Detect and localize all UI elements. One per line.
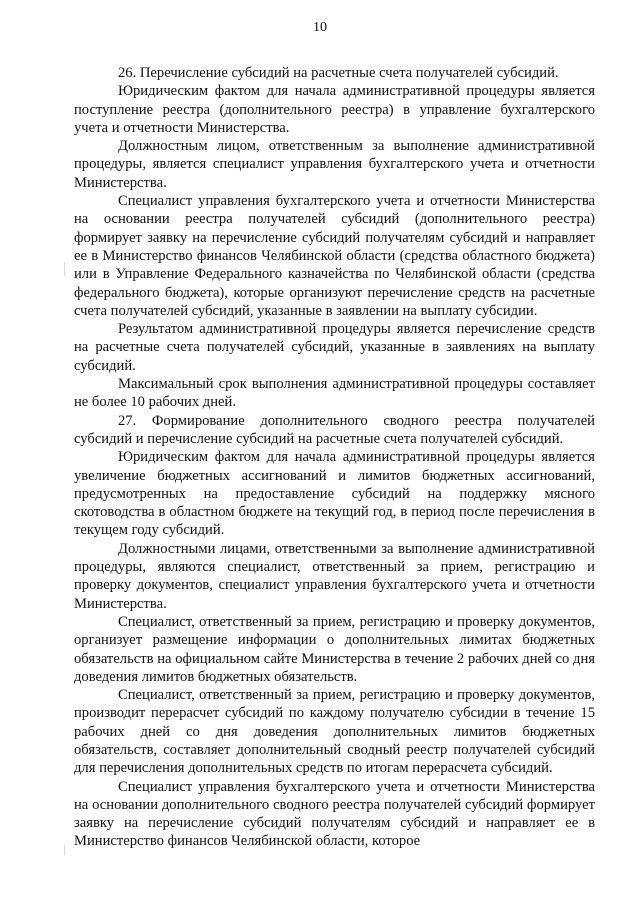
paragraph: Должностным лицом, ответственным за выполнение административной процедуры, является специалист управления бухгалтерского учета и отчетности Министерства. xyxy=(74,138,595,191)
paragraph: Результатом административной процедуры является перечисление средств на расчетные счета получателей субсидий, указанные в заявлениях на выплату субсидий. xyxy=(74,321,595,374)
paragraph: Специалист, ответственный за прием, регистрацию и проверку документов, производит перерасчет субсидий по каждому получателю субсидии в течение 15 рабочих дней со дня доведения дополнительных лимитов бюджетных обязательств, составляет дополнительный сводный реестр получателей субсидий для перечисления дополнительных средств по итогам перерасчета субсидий. xyxy=(74,687,595,777)
page-number: 10 xyxy=(313,20,327,35)
paragraph: Юридическим фактом для начала административной процедуры является поступление реестра (дополнительного реестра) в управление бухгалтерского учета и отчетности Министерства. xyxy=(74,83,595,136)
paragraph: Максимальный срок выполнения административной процедуры составляет не более 10 рабочих дней. xyxy=(74,376,595,411)
paragraph: Специалист управления бухгалтерского учета и отчетности Министерства на основании дополнительного сводного реестра получателей субсидий формирует заявку на перечисление субсидий получателям субсидий и направляет ее в Министерство финансов Челябинской области, которое xyxy=(74,778,595,850)
paragraph: Специалист управления бухгалтерского учета и отчетности Министерства на основании реестра получателей субсидий (дополнительного реестра) формирует заявку на перечисление субсидий получателям субсидий и направляет ее в Министерство финансов Челябинской области (средства областного бюджета) или в Управление Федерального казначейства по Челябинской области (средства федерального бюджета), которые организуют перечисление средств на расчетные счета получателей субсидий, указанные в заявлении на выплату субсидии. xyxy=(74,193,595,319)
paragraph: 26. Перечисление субсидий на расчетные счета получателей субсидий. xyxy=(118,65,559,81)
document-body xyxy=(74,64,595,851)
paragraph: Юридическим фактом для начала административной процедуры является увеличение бюджетных ассигнований и лимитов бюджетных ассигнований, предусмотренных на предоставление субсидий на поддержку мясного скотоводства в областном бюджете на текущий год, в период после перечисления в текущем году субсидий. xyxy=(74,449,595,539)
paragraph: Должностными лицами, ответственными за выполнение административной процедуры, являются специалист, ответственный за прием, регистрацию и проверку документов, специалист управления бухгалтерского учета и отчетности Министерства. xyxy=(74,540,595,612)
paragraph: Специалист, ответственный за прием, регистрацию и проверку документов, организует размещение информации о дополнительных лимитах бюджетных обязательств на официальном сайте Министерства в течение 2 рабочих дней со дня доведения лимитов бюджетных обязательств. xyxy=(74,613,595,685)
paragraph: 27. Формирование дополнительного сводного реестра получателей субсидий и перечисление субсидий на расчетные счета получателей субсидий. xyxy=(74,412,595,447)
scan-mark xyxy=(64,845,65,855)
scan-mark xyxy=(64,262,65,276)
